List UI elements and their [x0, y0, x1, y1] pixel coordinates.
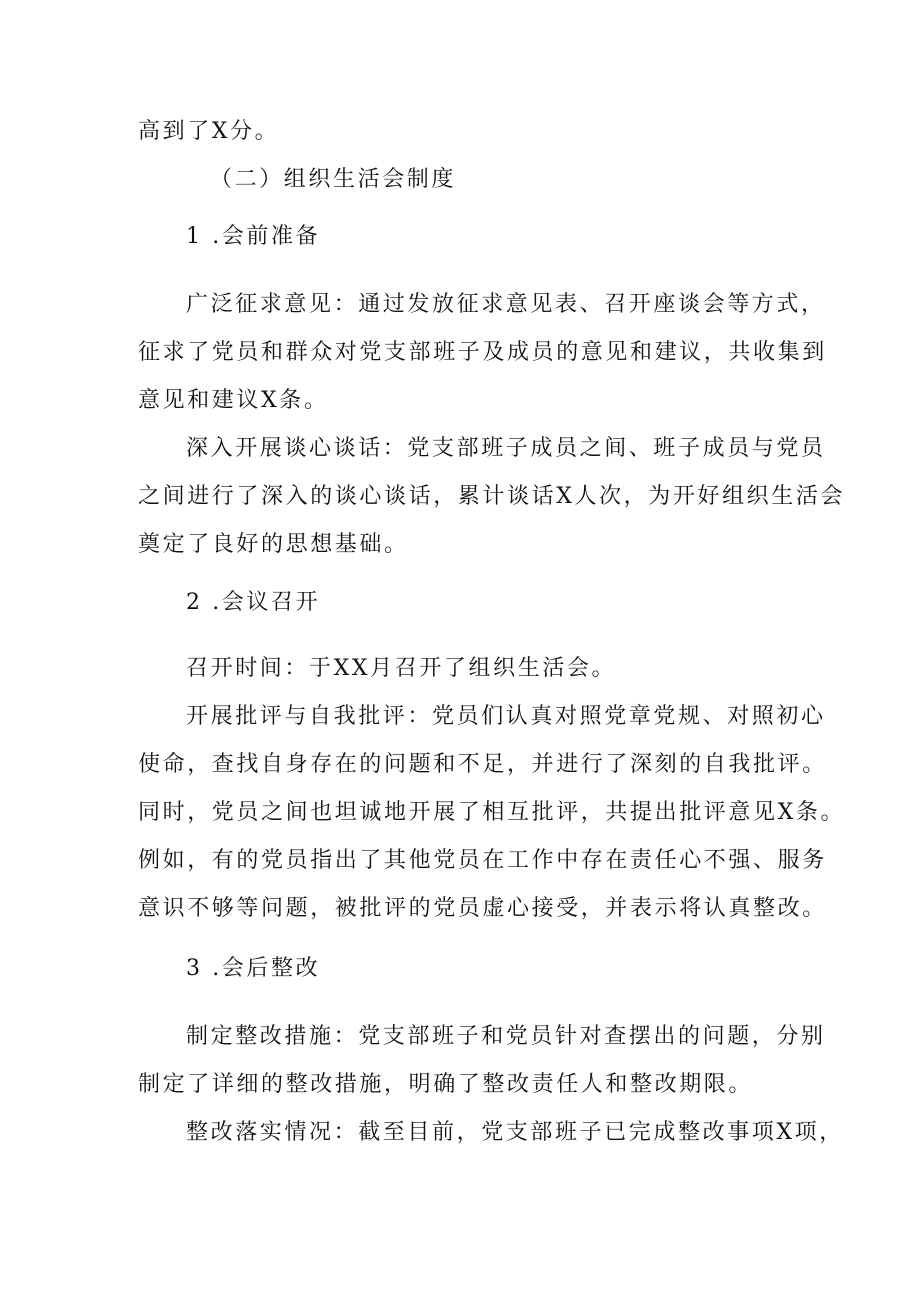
- paragraph-line: 意识不够等问题，被批评的党员虚心接受，并表示将认真整改。: [138, 896, 827, 921]
- paragraph-line: 意见和建议X条。: [138, 388, 329, 413]
- paragraph-line: 整改落实情况：截至目前，党支部班子已完成整改事项X项，: [186, 1120, 844, 1145]
- paragraph-line: 广泛征求意见：通过发放征求意见表、召开座谈会等方式，: [186, 292, 826, 317]
- paragraph-line: 制定了详细的整改措施，明确了整改责任人和整改期限。: [138, 1072, 754, 1097]
- paragraph-line: 高到了X分。: [138, 119, 280, 144]
- subsection-heading: 1 .会前准备: [186, 224, 321, 249]
- subsection-heading: 2 .会议召开: [186, 590, 321, 615]
- paragraph-line: 召开时间：于XX月召开了组织生活会。: [186, 656, 617, 681]
- paragraph-line: 同时，党员之间也坦诚地开展了相互批评，共提出批评意见X条。: [138, 800, 846, 825]
- subsection-heading: 3 .会后整改: [186, 956, 321, 981]
- paragraph-line: 之间进行了深入的谈心谈话，累计谈话X人次，为开好组织生活会: [138, 484, 846, 509]
- paragraph-line: 深入开展谈心谈话：党支部班子成员之间、班子成员与党员: [186, 436, 826, 461]
- paragraph-line: 奠定了良好的思想基础。: [138, 532, 409, 557]
- paragraph-line: 征求了党员和群众对党支部班子及成员的意见和建议，共收集到: [138, 340, 827, 365]
- paragraph-line: 制定整改措施：党支部班子和党员针对查摆出的问题，分别: [186, 1024, 826, 1049]
- paragraph-line: 例如，有的党员指出了其他党员在工作中存在责任心不强、服务: [138, 848, 827, 873]
- section-heading: （二）组织生活会制度: [210, 167, 457, 192]
- paragraph-line: 开展批评与自我批评：党员们认真对照党章党规、对照初心: [186, 704, 826, 729]
- paragraph-line: 使命，查找自身存在的问题和不足，并进行了深刻的自我批评。: [138, 752, 827, 777]
